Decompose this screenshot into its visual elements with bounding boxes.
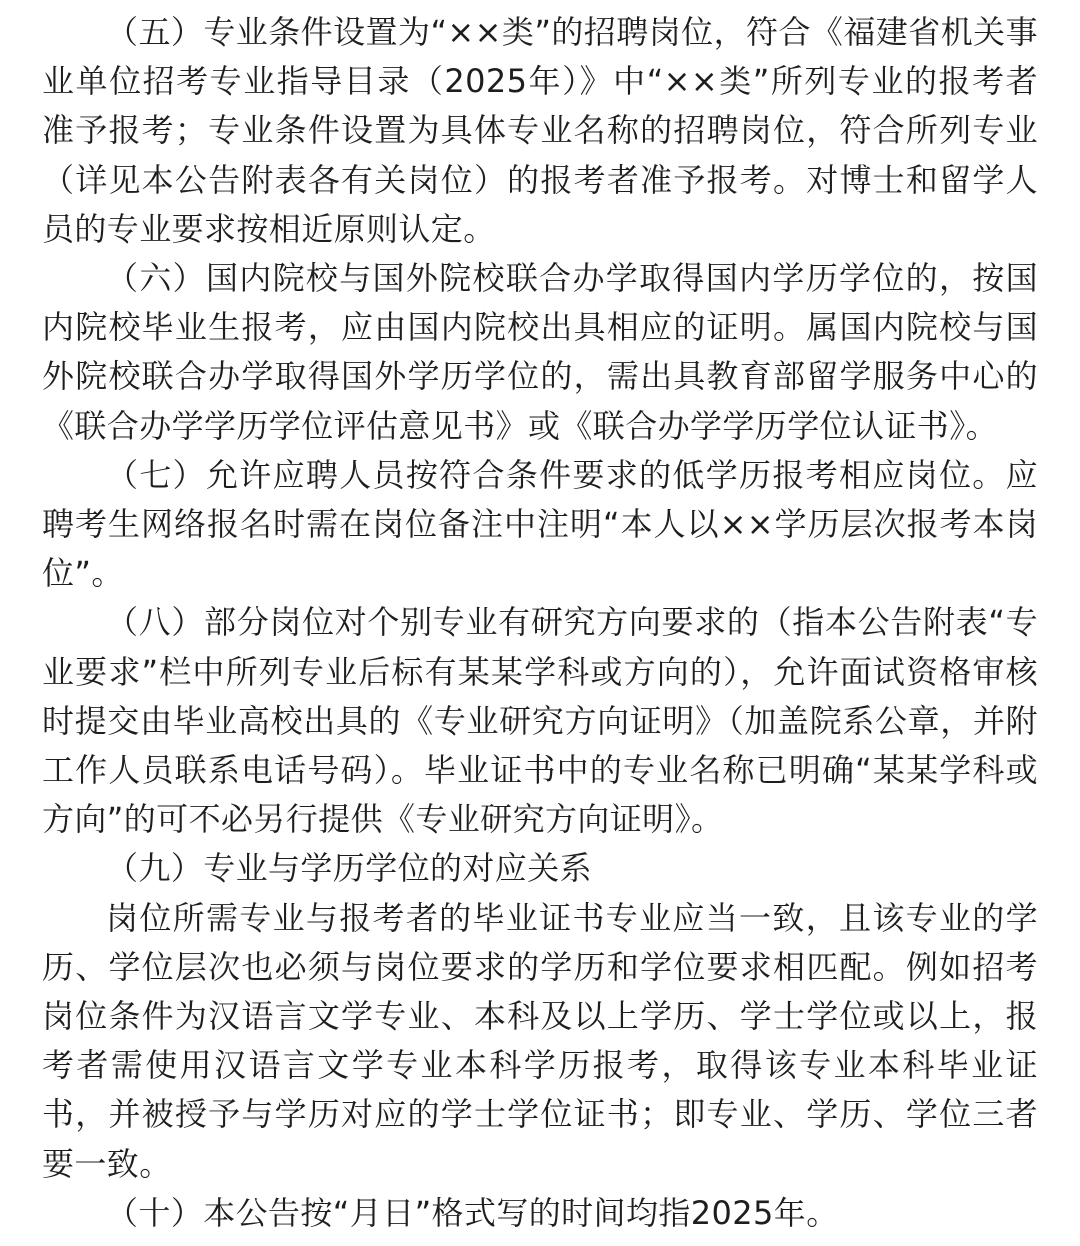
paragraph-date-note: （十）本公告按“月日”格式写的时间均指2025年。 [106,1193,839,1232]
paragraph-research-direction: （八）部分岗位对个别专业有研究方向要求的（指本公告附表“专业要求”栏中所列专业后标有某某学科或方向的），允许面试资格审核时提交由毕业高校出具的《专业研究方向证明》（加盖院系公章，并附工作人员联系电话号码）。毕业证书中的专业名称已明确“某某学科或方向”的可不必另行提供《专业研究方向证明》。 [42,603,1038,839]
document-body [42,8,1038,1238]
paragraph-degree-correspondence: 岗位所需专业与报考者的毕业证书专业应当一致，且该专业的学历、学位层次也必须与岗位要求的学历和学位要求相匹配。例如招考岗位条件为汉语言文学专业、本科及以上学历、学士学位或以上，报考者需使用汉语言文学专业本科学历报考，取得该专业本科毕业证书，并被授予与学历对应的学士学位证书；即专业、学历、学位三者要一致。 [42,898,1038,1183]
paragraph-joint-program: （六）国内院校与国外院校联合办学取得国内学历学位的，按国内院校毕业生报考，应由国内院校出具相应的证明。属国内院校与国外院校联合办学取得国外学历学位的，需出具教育部留学服务中心的《联合办学学历学位评估意见书》或《联合办学学历学位认证书》。 [42,259,1038,445]
paragraph-lower-education: （七）允许应聘人员按符合条件要求的低学历报考相应岗位。应聘考生网络报名时需在岗位备注中注明“本人以××学历层次报考本岗位”。 [42,455,1038,593]
paragraph-major-category: （五）专业条件设置为“××类”的招聘岗位，符合《福建省机关事业单位招考专业指导目录（2025年）》中“××类”所列专业的报考者准予报考；专业条件设置为具体专业名称的招聘岗位，符合所列专业（详见本公告附表各有关岗位）的报考者准予报考。对博士和留学人员的专业要求按相近原则认定。 [42,13,1038,248]
paragraph-section-heading: （九）专业与学历学位的对应关系 [106,849,593,888]
